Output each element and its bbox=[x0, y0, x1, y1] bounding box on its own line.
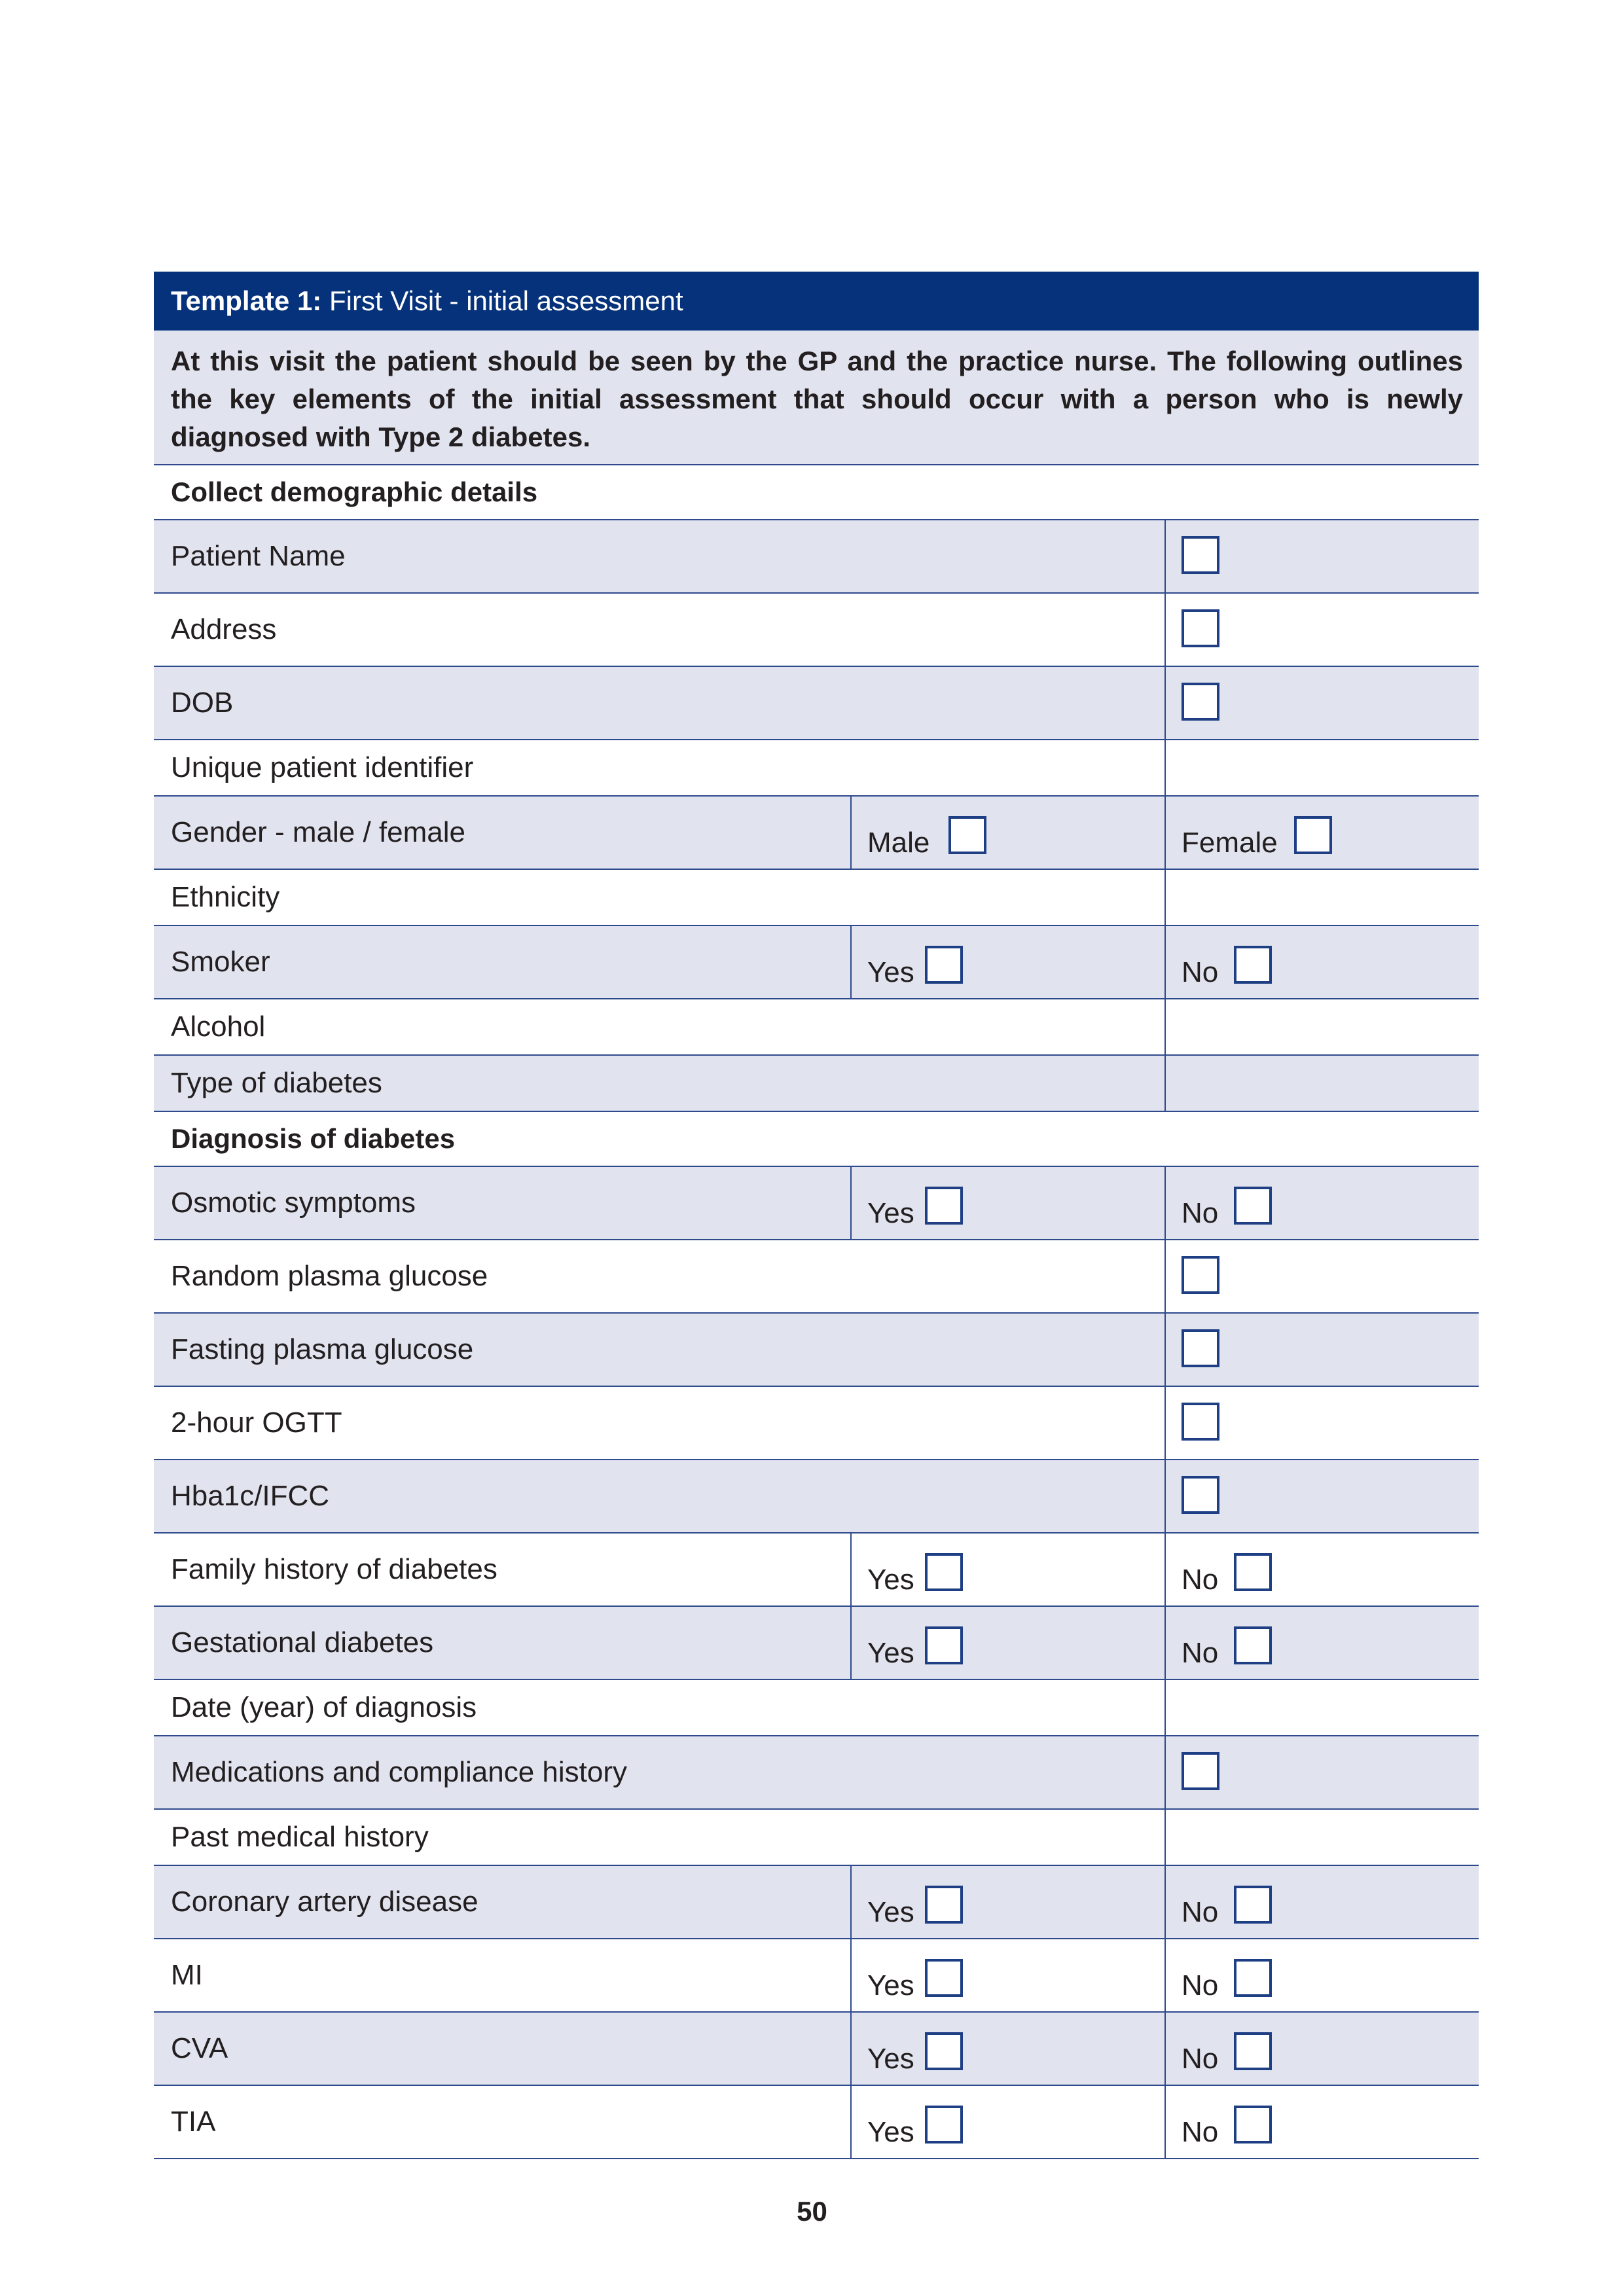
row-cva bbox=[154, 2013, 1479, 2086]
row-ogtt bbox=[154, 1387, 1479, 1460]
row-alcohol bbox=[154, 999, 1479, 1056]
row-label: Unique patient identifier bbox=[171, 751, 474, 783]
row-label: Type of diabetes bbox=[171, 1067, 382, 1099]
row-unique-id bbox=[154, 740, 1479, 797]
male-checkbox[interactable] bbox=[948, 816, 986, 854]
option-label: Yes bbox=[867, 2043, 914, 2075]
osmotic-yes-checkbox[interactable] bbox=[925, 1187, 963, 1225]
female-checkbox[interactable] bbox=[1294, 816, 1332, 854]
coronary-yes-checkbox[interactable] bbox=[925, 1886, 963, 1924]
row-type-of-diabetes bbox=[154, 1056, 1479, 1112]
past-history-field[interactable] bbox=[1164, 1810, 1479, 1865]
date-of-diagnosis-field[interactable] bbox=[1164, 1680, 1479, 1735]
dob-checkbox[interactable] bbox=[1182, 683, 1219, 721]
unique-id-field[interactable] bbox=[1164, 740, 1479, 795]
gestational-no-checkbox[interactable] bbox=[1234, 1626, 1272, 1664]
row-label: Past medical history bbox=[171, 1821, 429, 1853]
page-number: 50 bbox=[797, 2196, 827, 2227]
row-label: Fasting plasma glucose bbox=[171, 1333, 474, 1365]
fasting-glucose-checkbox[interactable] bbox=[1182, 1329, 1219, 1367]
row-family-history bbox=[154, 1534, 1479, 1607]
option-label: Yes bbox=[867, 1896, 914, 1928]
row-address bbox=[154, 594, 1479, 667]
row-label: Ethnicity bbox=[171, 881, 280, 913]
row-label: Address bbox=[171, 613, 277, 645]
section-demographic: Collect demographic details bbox=[154, 465, 1479, 520]
row-label: DOB bbox=[171, 687, 234, 719]
option-label: Yes bbox=[867, 1564, 914, 1596]
option-label: No bbox=[1182, 956, 1219, 988]
assessment-template bbox=[154, 272, 1479, 2159]
row-label: Gender - male / female bbox=[171, 816, 465, 848]
row-label: TIA bbox=[171, 2106, 216, 2138]
ogtt-checkbox[interactable] bbox=[1182, 1403, 1219, 1441]
row-osmotic bbox=[154, 1167, 1479, 1240]
row-label: Smoker bbox=[171, 946, 270, 978]
template-title: First Visit - initial assessment bbox=[329, 285, 683, 316]
option-label: Yes bbox=[867, 1969, 914, 2001]
row-ethnicity bbox=[154, 870, 1479, 926]
row-label: MI bbox=[171, 1959, 203, 1991]
option-label: No bbox=[1182, 1896, 1219, 1928]
mi-yes-checkbox[interactable] bbox=[925, 1959, 963, 1997]
family-history-yes-checkbox[interactable] bbox=[925, 1553, 963, 1591]
option-label: Yes bbox=[867, 1197, 914, 1229]
row-medications bbox=[154, 1736, 1479, 1810]
option-label: Yes bbox=[867, 1637, 914, 1669]
option-label: No bbox=[1182, 1969, 1219, 2001]
row-label: Osmotic symptoms bbox=[171, 1187, 416, 1219]
row-gestational bbox=[154, 1607, 1479, 1680]
row-date-of-diagnosis bbox=[154, 1680, 1479, 1736]
row-label: Medications and compliance history bbox=[171, 1756, 628, 1788]
smoker-no-checkbox[interactable] bbox=[1234, 946, 1272, 984]
smoker-yes-checkbox[interactable] bbox=[925, 946, 963, 984]
option-label: No bbox=[1182, 1564, 1219, 1596]
row-label: Patient Name bbox=[171, 540, 346, 572]
option-label: Yes bbox=[867, 956, 914, 988]
mi-no-checkbox[interactable] bbox=[1234, 1959, 1272, 1997]
row-label: Gestational diabetes bbox=[171, 1626, 434, 1659]
row-label: Random plasma glucose bbox=[171, 1260, 488, 1292]
patient-name-checkbox[interactable] bbox=[1182, 536, 1219, 574]
option-label: No bbox=[1182, 1637, 1219, 1669]
row-hba1c bbox=[154, 1460, 1479, 1534]
row-label: Date (year) of diagnosis bbox=[171, 1691, 477, 1723]
row-mi bbox=[154, 1939, 1479, 2013]
row-coronary bbox=[154, 1866, 1479, 1939]
tia-yes-checkbox[interactable] bbox=[925, 2106, 963, 2144]
row-label: Family history of diabetes bbox=[171, 1553, 497, 1585]
row-label: 2-hour OGTT bbox=[171, 1407, 342, 1439]
intro-text: At this visit the patient should be seen by the GP and the practice nurse. The following outlines the key elements of the initial assessment that should occur with a person who is newly diagnosed with Type 2 diabetes. bbox=[154, 331, 1479, 465]
family-history-no-checkbox[interactable] bbox=[1234, 1553, 1272, 1591]
option-label: Female bbox=[1182, 827, 1278, 859]
row-gender bbox=[154, 797, 1479, 870]
ethnicity-field[interactable] bbox=[1164, 870, 1479, 925]
row-label: CVA bbox=[171, 2032, 228, 2064]
row-label: Hba1c/IFCC bbox=[171, 1480, 330, 1512]
option-label: No bbox=[1182, 2116, 1219, 2148]
row-label: Alcohol bbox=[171, 1011, 266, 1043]
row-past-history bbox=[154, 1810, 1479, 1866]
tia-no-checkbox[interactable] bbox=[1234, 2106, 1272, 2144]
row-smoker bbox=[154, 926, 1479, 999]
section-diagnosis: Diagnosis of diabetes bbox=[154, 1112, 1479, 1167]
row-patient-name bbox=[154, 520, 1479, 594]
option-label: Male bbox=[867, 827, 930, 859]
alcohol-field[interactable] bbox=[1164, 999, 1479, 1054]
type-of-diabetes-field[interactable] bbox=[1164, 1056, 1479, 1111]
row-label: Coronary artery disease bbox=[171, 1886, 478, 1918]
gestational-yes-checkbox[interactable] bbox=[925, 1626, 963, 1664]
row-dob bbox=[154, 667, 1479, 740]
option-label: Yes bbox=[867, 2116, 914, 2148]
address-checkbox[interactable] bbox=[1182, 609, 1219, 647]
template-number: Template 1: bbox=[171, 285, 322, 316]
option-label: No bbox=[1182, 1197, 1219, 1229]
template-header bbox=[154, 272, 1479, 331]
cva-no-checkbox[interactable] bbox=[1234, 2032, 1272, 2070]
row-tia bbox=[154, 2086, 1479, 2159]
row-random-glucose bbox=[154, 1240, 1479, 1314]
cva-yes-checkbox[interactable] bbox=[925, 2032, 963, 2070]
random-glucose-checkbox[interactable] bbox=[1182, 1256, 1219, 1294]
row-fasting-glucose bbox=[154, 1314, 1479, 1387]
medications-checkbox[interactable] bbox=[1182, 1752, 1219, 1790]
option-label: No bbox=[1182, 2043, 1219, 2075]
osmotic-no-checkbox[interactable] bbox=[1234, 1187, 1272, 1225]
coronary-no-checkbox[interactable] bbox=[1234, 1886, 1272, 1924]
hba1c-checkbox[interactable] bbox=[1182, 1476, 1219, 1514]
